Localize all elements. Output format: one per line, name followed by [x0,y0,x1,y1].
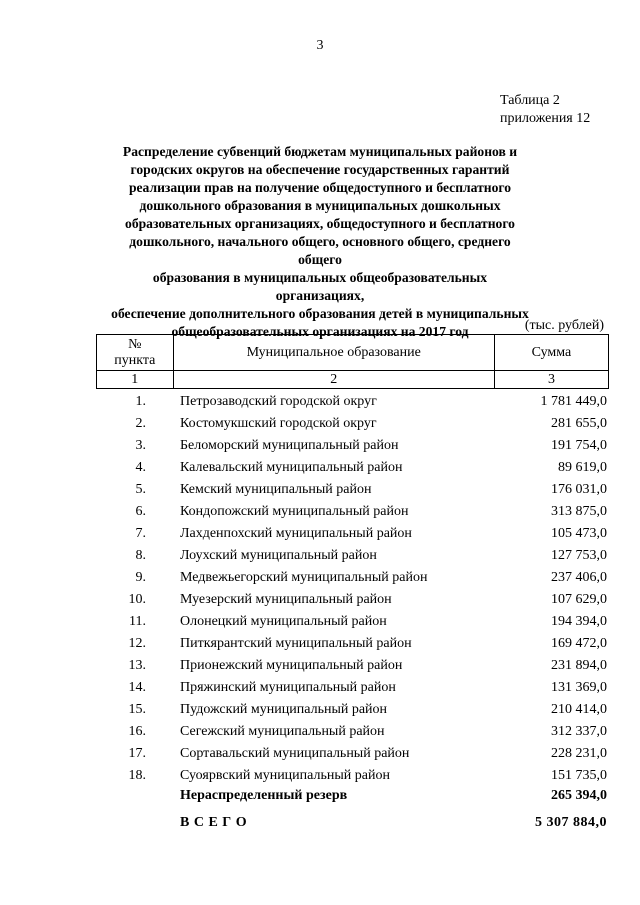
row-municipality: Калевальский муниципальный район [180,460,403,475]
row-amount: 191 754,0 [551,438,607,453]
row-number: 16. [128,724,146,739]
row-number: 2. [135,416,146,431]
row-amount: 127 753,0 [551,548,607,563]
row-municipality: Лоухский муниципальный район [180,548,377,563]
header-amount: Сумма [494,335,608,371]
header-number [97,335,174,371]
row-number: 13. [128,658,146,673]
row-number: 18. [128,768,146,783]
table-row [96,569,609,591]
row-amount: 1 781 449,0 [540,394,607,409]
reserve-amount: 265 394,0 [551,788,607,803]
row-municipality: Олонецкий муниципальный район [180,614,387,629]
row-number: 5. [135,482,146,497]
title-line: обеспечение дополнительного образования детей в муниципальных [111,306,529,321]
row-number: 9. [135,570,146,585]
table-row [96,701,609,723]
header-municipality: Муниципальное образование [173,335,494,371]
row-amount: 107 629,0 [551,592,607,607]
row-amount: 105 473,0 [551,526,607,541]
row-municipality: Питкярантский муниципальный район [180,636,412,651]
units-label: (тыс. рублей) [524,318,604,333]
row-number: 17. [128,746,146,761]
row-municipality: Сегежский муниципальный район [180,724,385,739]
document-title [110,143,530,341]
table-row [96,723,609,745]
row-municipality: Муезерский муниципальный район [180,592,392,607]
row-amount: 210 414,0 [551,702,607,717]
title-line: образования в муниципальных общеобразовательных организациях, [152,270,488,303]
table-row [96,503,609,525]
row-amount: 131 369,0 [551,680,607,695]
title-line: реализации прав на получение общедоступного и бесплатного [128,180,512,195]
row-municipality: Костомукшский городской округ [180,416,377,431]
table-row [96,393,609,415]
row-amount: 228 231,0 [551,746,607,761]
row-municipality: Медвежьегорский муниципальный район [180,570,428,585]
row-amount: 312 337,0 [551,724,607,739]
reserve-label: Нераспределенный резерв [180,788,348,803]
table-row [96,745,609,767]
total-row [96,815,609,835]
row-number: 8. [135,548,146,563]
table-row [96,613,609,635]
row-amount: 89 619,0 [558,460,607,475]
table-row [96,635,609,657]
table-row [96,591,609,613]
row-municipality: Пудожский муниципальный район [180,702,388,717]
reserve-row [96,788,609,808]
header-number-line1: № [128,336,142,352]
total-amount: 5 307 884,0 [535,815,607,830]
row-number: 14. [128,680,146,695]
row-number: 11. [129,614,146,629]
table-row [96,459,609,481]
title-line: Распределение субвенций бюджетам муниципальных районов и [122,144,518,159]
row-amount: 237 406,0 [551,570,607,585]
row-municipality: Прионежский муниципальный район [180,658,403,673]
row-number: 7. [135,526,146,541]
row-amount: 169 472,0 [551,636,607,651]
header-col-3: 3 [494,371,608,389]
table-header [96,334,609,389]
row-municipality: Лахденпохский муниципальный район [180,526,412,541]
page-number: 3 [316,38,324,53]
row-municipality: Беломорский муниципальный район [180,438,399,453]
table-label-line2: приложения 12 [500,111,591,126]
table-label [500,92,590,128]
row-number: 3. [135,438,146,453]
table-row [96,547,609,569]
row-municipality: Суоярвский муниципальный район [180,768,390,783]
header-col-1: 1 [97,371,174,389]
title-line: общеобразовательных организациях на 2017 год [171,324,469,339]
title-line: городских округов на обеспечение государственных гарантий [130,162,510,177]
row-amount: 313 875,0 [551,504,607,519]
row-municipality: Пряжинский муниципальный район [180,680,396,695]
row-number: 10. [128,592,146,607]
row-amount: 281 655,0 [551,416,607,431]
row-amount: 176 031,0 [551,482,607,497]
table-label-line1: Таблица 2 [500,93,560,108]
table-row [96,679,609,701]
table-row [96,415,609,437]
row-number: 4. [135,460,146,475]
row-number: 1. [135,394,146,409]
row-amount: 231 894,0 [551,658,607,673]
title-line: дошкольного, начального общего, основного общего, среднего общего [129,234,511,267]
row-municipality: Петрозаводский городской округ [180,394,377,409]
row-municipality: Сортавальский муниципальный район [180,746,410,761]
table-body [96,393,609,789]
title-line: образовательных организациях, общедоступного и бесплатного [125,216,515,231]
table-row [96,437,609,459]
title-line: дошкольного образования в муниципальных дошкольных [139,198,501,213]
row-number: 6. [135,504,146,519]
row-amount: 194 394,0 [551,614,607,629]
header-number-line2: пункта [114,352,156,368]
header-col-2: 2 [173,371,494,389]
total-label: В С Е Г О [180,815,248,830]
row-number: 15. [128,702,146,717]
table-row [96,767,609,789]
row-municipality: Кемский муниципальный район [180,482,372,497]
row-amount: 151 735,0 [551,768,607,783]
row-number: 12. [128,636,146,651]
row-municipality: Кондопожский муниципальный район [180,504,409,519]
table-row [96,481,609,503]
table-row [96,657,609,679]
table-row [96,525,609,547]
